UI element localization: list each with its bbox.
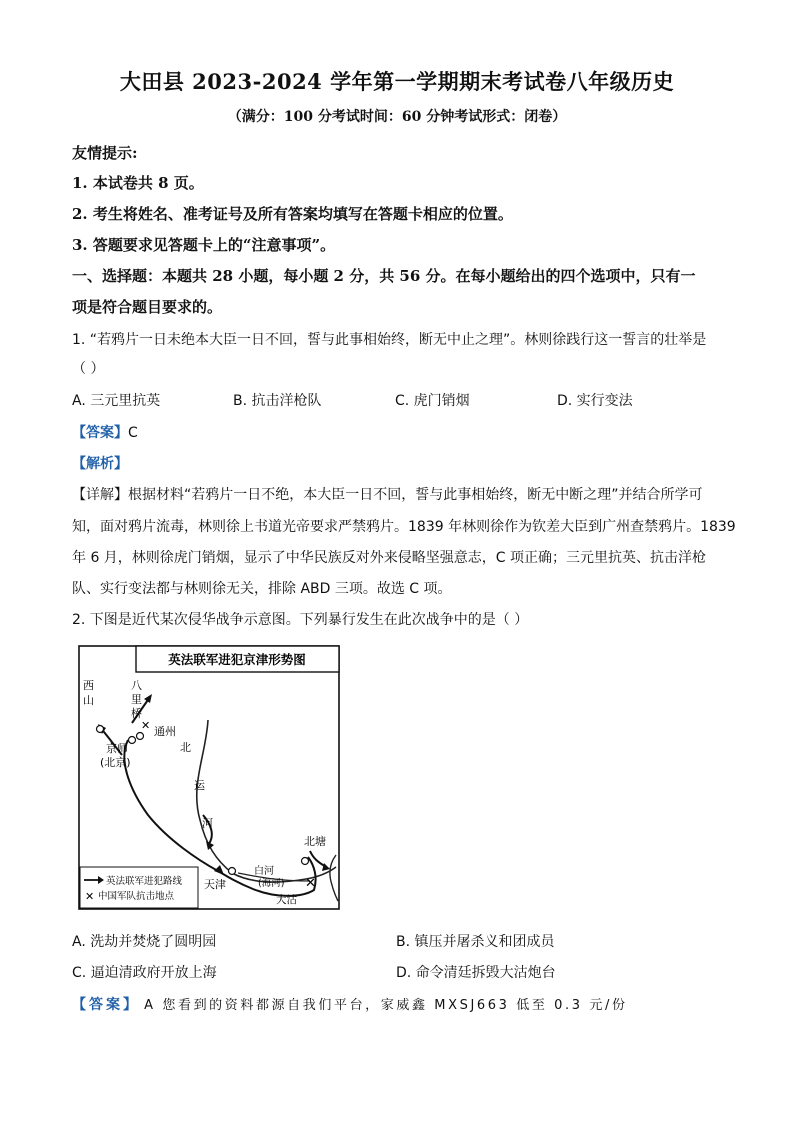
tip-item-1: 1. 本试卷共 8 页。	[72, 174, 204, 192]
q2-option-d: D. 命令清廷拆毁大沽炮台	[396, 965, 556, 981]
q2-option-a: A. 洗劫并焚烧了圆明园	[72, 934, 217, 950]
q2-answer-footer	[72, 994, 628, 1014]
q1-option-d: D. 实行变法	[557, 393, 633, 409]
q1-stem-line1: 1. “若鸦片一日未绝本大臣一日不回，誓与此事相始终，断无中止之理”。林则徐践行这一誓言的壮举是	[72, 332, 707, 348]
city-marker-beijing	[129, 737, 136, 744]
battle-mark-baliqiao: ✕	[141, 719, 151, 732]
q2-stem: 2. 下图是近代某次侵华战争示意图。下列暴行发生在此次战争中的是（ ）	[72, 612, 529, 628]
tip-item-3: 3. 答题要求见答题卡上的“注意事项”。	[72, 236, 336, 254]
tips-heading: 友情提示:	[72, 144, 138, 162]
footer-text: A 您看到的资料都源自我们平台，家威鑫 MXSJ663 低至 0.3 元/份	[144, 998, 628, 1013]
detail-tag: 【详解】	[72, 487, 128, 503]
city-marker-tongzhou	[137, 733, 144, 740]
q2-option-c: C. 逼迫清政府开放上海	[72, 965, 217, 981]
q1-analysis-tag	[72, 453, 128, 473]
answer-tag: 【答案】	[72, 425, 128, 441]
label-canal-bei: 北	[180, 741, 191, 754]
legend-route-label: 英法联军进犯路线	[106, 876, 183, 887]
legend-battle-icon: ✕	[85, 890, 95, 903]
historical-map	[78, 645, 340, 910]
q1-detail-line2: 知，面对鸦片流毒，林则徐上书道光帝要求严禁鸦片。1839 年林则徐作为钦差大臣到广州查禁鸦片。1839	[72, 519, 736, 535]
label-tongzhou: 通州	[154, 725, 176, 738]
page-subtitle: （满分：100 分考试时间：60 分钟考试形式：闭卷）	[227, 109, 567, 125]
city-marker-tianjin	[229, 868, 236, 875]
label-baliqiao-3: 桥	[131, 707, 142, 720]
label-canal-yun: 运	[194, 779, 205, 792]
page-title: 大田县 2023-2024 学年第一学期期末考试卷八年级历史	[119, 69, 675, 94]
label-dagu: 大沽	[276, 894, 297, 906]
q1-detail-line1	[72, 484, 703, 504]
label-haihe: (海河)	[258, 878, 285, 889]
map-svg	[78, 645, 340, 910]
analysis-tag: 【解析】	[72, 456, 128, 472]
detail-text-1: 根据材料“若鸦片一日不绝，本大臣一日不回，誓与此事相始终，断无中断之理”并结合所学可	[128, 487, 703, 503]
answer-value: C	[128, 425, 138, 441]
label-baliqiao-1: 八	[131, 679, 142, 692]
label-beijing: (北京)	[100, 756, 131, 769]
tip-item-2: 2. 考生将姓名、准考证号及所有答案均填写在答题卡相应的位置。	[72, 205, 513, 223]
battle-mark-dagu: ✕	[305, 876, 316, 891]
label-beitang: 北塘	[304, 835, 326, 848]
label-xishan-1: 西	[83, 679, 94, 692]
legend-battle-label: 中国军队抗击地点	[98, 891, 175, 902]
label-jingshi: 京师	[106, 742, 128, 755]
q2-option-b: B. 镇压并屠杀义和团成员	[396, 934, 555, 950]
section-instructions-line2: 项是符合题目要求的。	[72, 298, 223, 316]
q1-detail-line4: 队、实行变法都与林则徐无关，排除 ABD 三项。故选 C 项。	[72, 581, 452, 597]
label-tianjin: 天津	[204, 878, 226, 891]
city-marker-beitang	[302, 858, 309, 865]
city-marker-xishan	[97, 726, 104, 733]
label-canal-he: 河	[202, 817, 213, 830]
q1-detail-line3: 年 6 月，林则徐虎门销烟，显示了中华民族反对外来侵略坚强意志，C 项正确；三元里抗英、抗击洋枪	[72, 550, 707, 566]
label-baihe: 白河	[254, 866, 274, 877]
label-baliqiao-2: 里	[131, 693, 142, 706]
section-instructions-line1: 一、选择题：本题共 28 小题，每小题 2 分，共 56 分。在每小题给出的四个选项中，只有一	[72, 267, 696, 285]
q1-option-b: B. 抗击洋枪队	[233, 393, 322, 409]
q1-option-a: A. 三元里抗英	[72, 393, 161, 409]
label-xishan-2: 山	[83, 694, 94, 707]
map-title: 英法联军进犯京津形势图	[168, 652, 306, 667]
footer-answer-tag: 【答案】	[72, 997, 140, 1013]
q1-stem-line2: （ ）	[72, 361, 105, 377]
q1-answer	[72, 422, 138, 442]
q1-option-c: C. 虎门销烟	[395, 393, 470, 409]
